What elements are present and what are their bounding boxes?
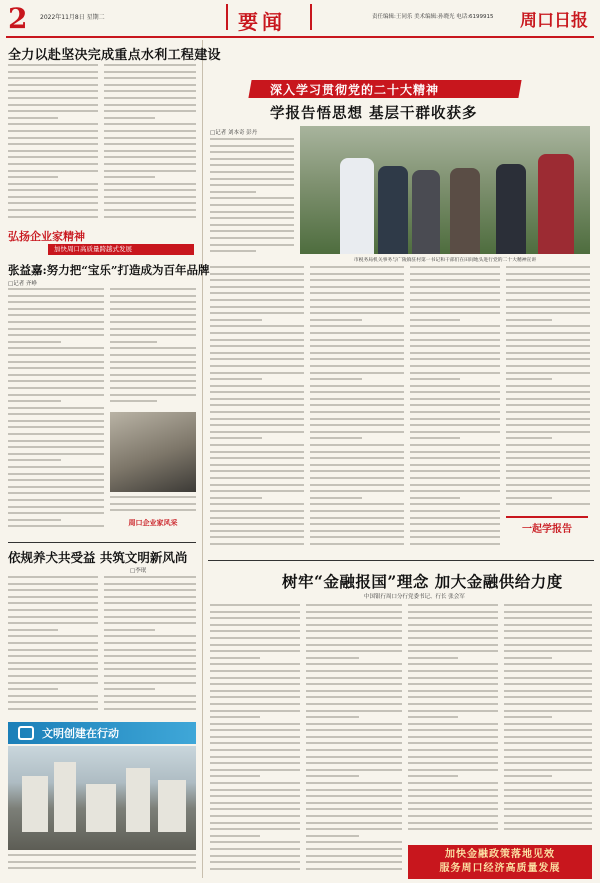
article-body — [8, 576, 98, 716]
headline-water-project: 全力以赴坚决完成重点水利工程建设 — [8, 48, 221, 63]
column-divider — [202, 40, 203, 878]
article-body — [210, 138, 294, 258]
lead-kicker: 深入学习贯彻党的二十大精神 — [270, 83, 440, 97]
article-body — [408, 604, 498, 840]
city-photo — [8, 746, 196, 850]
finance-ad-box — [408, 845, 592, 879]
section-divider — [226, 4, 228, 30]
ad-line: 服务周口经济高质量发展 — [439, 863, 561, 874]
portrait-photo — [110, 412, 196, 492]
finance-headline: 树牢“金融报国”理念 加大金融供给力度 — [282, 572, 563, 591]
section-title: 要闻 — [238, 10, 286, 34]
enterprise-banner — [8, 228, 196, 258]
lead-photo-caption: 市税务局机关事务与广陵镇驻村第一书记和干部们在田间地头进行党的二十大精神宣讲 — [353, 258, 537, 263]
column-promo: 一起学报告 — [506, 516, 588, 534]
finance-byline: 中国银行周口分行党委书记、行长 张会军 — [364, 594, 465, 600]
ad-line: 加快金融政策落地见效 — [445, 849, 555, 860]
article-body — [306, 604, 402, 878]
article-body — [110, 288, 196, 408]
lead-photo — [300, 126, 590, 254]
byline: □记者 齐峥 — [8, 281, 37, 287]
article-body — [410, 266, 500, 556]
headline-zhang: 张益嘉:努力把“宝乐”打造成为百年品牌 — [8, 263, 210, 277]
civilization-banner — [8, 722, 196, 744]
paper-logo: 周口日报 — [520, 11, 588, 31]
masthead-rule — [6, 36, 594, 38]
photo-caption — [8, 854, 196, 878]
article-body — [104, 576, 196, 716]
article-body — [210, 266, 304, 556]
editor-credits: 责任编辑:王同乐 美术编辑:孙晓光 电话:6199915 — [372, 14, 494, 20]
page-number: 2 — [8, 2, 28, 35]
lead-headline: 学报告悟思想 基层干群收获多 — [270, 105, 478, 122]
screen-icon — [18, 726, 34, 740]
section-rule — [8, 542, 196, 543]
lead-story-header — [210, 80, 592, 120]
banner-kicker: 弘扬企业家精神 — [8, 230, 85, 243]
article-body — [210, 604, 300, 878]
article-body — [310, 266, 404, 556]
article-body — [110, 496, 196, 516]
section-divider — [310, 4, 312, 30]
byline: □李珉 — [130, 568, 147, 574]
article-body — [504, 604, 592, 840]
civ-banner-title: 文明创建在行动 — [42, 727, 119, 740]
section-rule — [208, 560, 594, 561]
headline-dog-rules: 依规养犬共受益 共筑文明新风尚 — [8, 550, 188, 565]
article-body — [8, 288, 104, 538]
masthead — [0, 0, 600, 38]
article-body — [506, 266, 590, 512]
article-body — [8, 64, 98, 224]
byline: □记者 刘本奇 彭丹 — [210, 130, 258, 136]
feature-stamp: 周口企业家风采 — [128, 518, 178, 527]
banner-strip: 加快周口高质量跨越式发展 — [48, 244, 194, 255]
article-body — [104, 64, 196, 224]
issue-date: 2022年11月8日 星期二 — [40, 14, 105, 21]
